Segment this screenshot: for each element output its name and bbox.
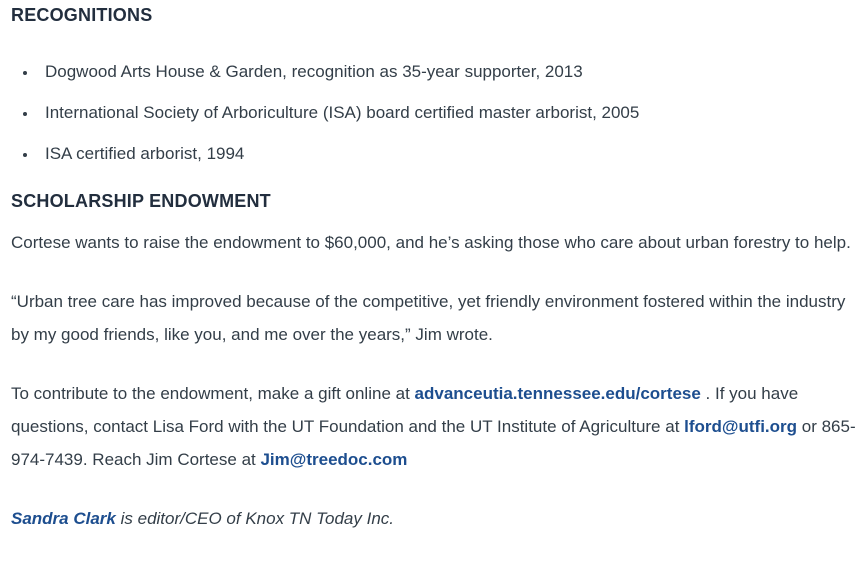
paragraph-endowment-goal: Cortese wants to raise the endowment to $60,000, and he’s asking those who care about urban forestry to help. <box>11 233 851 252</box>
recognition-item-isa-master: • International Society of Arboriculture (ISA) board certified master arborist, 2005 <box>38 101 856 125</box>
recognitions-list <box>11 60 856 166</box>
recognition-item-dogwood: • Dogwood Arts House & Garden, recognition as 35-year supporter, 2013 <box>38 60 856 84</box>
contribute-text-2: . If you have questions, contact Lisa Ford with the UT Foundation and the UT Institute of Agriculture at <box>11 384 799 436</box>
link-jim-email[interactable]: Jim@treedoc.com <box>260 450 408 469</box>
paragraph-jim-quote: “Urban tree care has improved because of the competitive, yet friendly environment fostered within the industry by my good friends, like you, and me over the years,” Jim wrote. <box>11 292 846 344</box>
contribute-text-3: or 865-974-7439. Reach Jim Cortese at <box>11 417 856 469</box>
link-advanceutia[interactable]: advanceutia.tennessee.edu/cortese <box>414 384 701 403</box>
byline-text: is editor/CEO of Knox TN Today Inc. <box>115 509 394 528</box>
recognitions-heading: RECOGNITIONS <box>11 5 153 25</box>
link-lford-email[interactable]: lford@utfi.org <box>684 417 798 436</box>
paragraph-contribute <box>11 377 856 476</box>
byline <box>11 502 856 535</box>
recognition-item-isa-certified: • ISA certified arborist, 1994 <box>38 142 856 166</box>
scholarship-endowment-heading: SCHOLARSHIP ENDOWMENT <box>11 191 271 211</box>
link-sandra-clark[interactable]: Sandra Clark <box>11 509 116 528</box>
contribute-text-1: To contribute to the endowment, make a gift online at <box>11 384 415 403</box>
